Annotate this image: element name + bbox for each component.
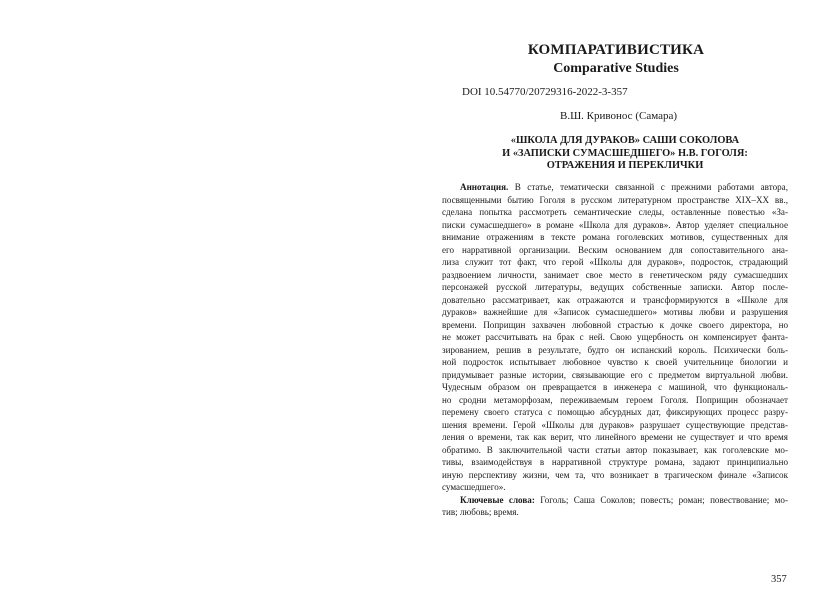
- abstract-line: ления о времени, так как верит, что линейного времени не существует и что время: [442, 432, 788, 443]
- abstract-line: перемену своего статуса с помощью абсурдных дат, фиксирующих процесс разру-: [442, 407, 788, 418]
- section-heading-ru: КОМПАРАТИВИСТИКА: [527, 42, 705, 58]
- keywords-first-line: Ключевые слова: Гоголь; Саша Соколов; повесть; роман; повествование; мо-: [460, 494, 789, 505]
- abstract-line: но сродни метаморфозам, переживаемым героем Гоголя. Поприщин обозначает: [442, 394, 788, 405]
- section-heading-en: Comparative Studies: [553, 61, 679, 76]
- abstract-last-line: сумасшедшего».: [442, 482, 506, 493]
- abstract-line: обратимо. В заключительной части статьи автор показывает, как гоголевские мо-: [442, 444, 788, 455]
- title-line: ОТРАЖЕНИЯ И ПЕРЕКЛИЧКИ: [546, 160, 704, 172]
- abstract-line: раздвоением личности, занимает свое место в генетическом ряду сумасшедших: [442, 269, 788, 280]
- abstract-line: времени. Поприщин захвачен любовной страстью к дочке своего директора, но: [442, 319, 788, 330]
- abstract-line: шения времени. Герой «Школы для дураков» разрушает существующие представ-: [442, 419, 788, 430]
- abstract-line: посвященными бытию Гоголя в русском литературном пространстве XIX–XX вв.,: [442, 194, 788, 205]
- doi-line[interactable]: DOI 10.54770/20729316-2022-3-357: [462, 86, 628, 98]
- abstract-line: зированием, решив в результате, будто он испанский король. Психически боль-: [442, 344, 788, 355]
- title-line: «ШКОЛА ДЛЯ ДУРАКОВ» САШИ СОКОЛОВА: [510, 135, 740, 146]
- abstract-line: иную перспективу жизни, чем та, что возникает в трагическом финале «Записок: [442, 469, 788, 480]
- abstract-line: довательно рассматривает, как отражаются и трансформируются в «Школе для: [442, 294, 788, 305]
- abstract-line: Чудесным образом он превращается в инженера с машиной, что функциональ-: [442, 382, 788, 393]
- abstract-line: ной подросток испытывает любовное чувство к своей учительнице биологии и: [442, 357, 788, 368]
- abstract-first-line: Аннотация. В статье, тематически связанной с прежними работами автора,: [460, 182, 788, 192]
- keywords-label: Ключевые слова:: [460, 494, 535, 505]
- abstract-line: тивы, взаимодействуя в нарративной структуре романа, задают принципиально: [442, 457, 788, 468]
- author-line: В.Ш. Кривонос (Самара): [560, 110, 678, 122]
- abstract-block: [442, 181, 788, 519]
- abstract-line: его нарративной организации. Веским основанием для сопоставительного ана-: [442, 244, 788, 255]
- abstract-line: лиза служит тот факт, что герой «Школы для дураков», подросток, страдающий: [442, 257, 788, 268]
- page-number: 357: [771, 574, 787, 585]
- abstract-line: сделана попытка рассмотреть семантические следы, оставленные повестью «За-: [442, 207, 788, 218]
- keywords-last-line: тив; любовь; время.: [442, 507, 519, 518]
- abstract-line: персонажей русской литературы, ведущих собственные записки. Автор после-: [442, 282, 788, 293]
- abstract-line: дураков» важнейшие для «Записок сумасшедшего» мотивы любви и разрушения: [442, 307, 788, 318]
- abstract-label: Аннотация.: [460, 182, 509, 192]
- title-line: И «ЗАПИСКИ СУМАСШЕДШЕГО» Н.В. ГОГОЛЯ:: [502, 147, 748, 159]
- abstract-line: внимание отражениям в тексте романа гоголевских мотивов, существенных для: [442, 232, 788, 243]
- article-title: [440, 135, 810, 173]
- abstract-line: не может рассчитывать на брак с ней. Свою ущербность он компенсирует фанта-: [442, 332, 788, 343]
- abstract-line: писки сумасшедшего» в романе «Школа для дураков». Автор уделяет специальное: [442, 219, 788, 230]
- abstract-line: придумывает разные истории, связывающие его с предметом виртуальной любви.: [442, 369, 788, 380]
